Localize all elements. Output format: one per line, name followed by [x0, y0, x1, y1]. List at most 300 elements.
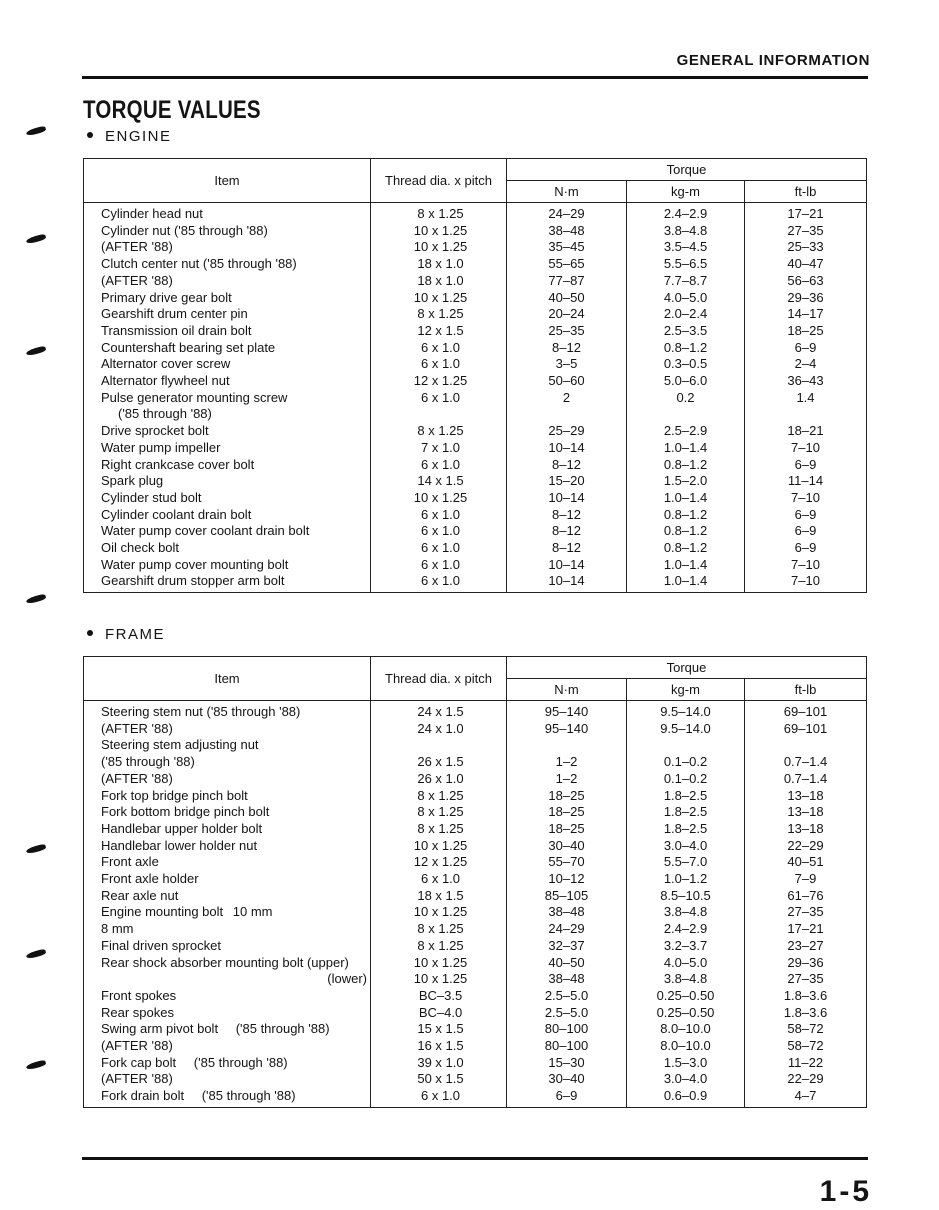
thread-cell: 18 x 1.0 [371, 273, 507, 290]
torque-nm-cell: 80–100 [507, 1038, 627, 1055]
thread-cell: 14 x 1.5 [371, 473, 507, 490]
header-rule [82, 76, 868, 79]
table-row [84, 821, 867, 838]
item-name: Drive sprocket bolt [101, 423, 209, 439]
item-name: Handlebar upper holder bolt [101, 820, 263, 836]
torque-nm-cell: 80–100 [507, 1021, 627, 1038]
col-header-nm: N·m [507, 679, 627, 701]
engine-table-body [84, 203, 867, 593]
torque-nm-cell [507, 737, 627, 754]
item-qualifier: 10 mm [232, 904, 273, 920]
item-name: Water pump cover coolant drain bolt [101, 523, 310, 539]
item-name: Oil check bolt [101, 540, 180, 556]
torque-kgm-cell: 1.5–2.0 [627, 473, 745, 490]
table-row [84, 788, 867, 805]
torque-kgm-cell: 0.8–1.2 [627, 523, 745, 540]
thread-cell: 6 x 1.0 [371, 871, 507, 888]
table-row [84, 390, 867, 407]
table-row [84, 971, 867, 988]
torque-ftlb-cell: 7–10 [745, 573, 867, 592]
thread-cell: 12 x 1.5 [371, 323, 507, 340]
col-header-torque: Torque [507, 657, 867, 679]
item-name: (AFTER '88) [101, 272, 173, 288]
item-name: Handlebar lower holder nut [101, 837, 258, 853]
thread-cell: 8 x 1.25 [371, 938, 507, 955]
item-cell [84, 406, 371, 423]
item-name: Alternator flywheel nut [101, 373, 230, 389]
torque-kgm-cell: 5.0–6.0 [627, 373, 745, 390]
item-cell [84, 540, 371, 557]
torque-ftlb-cell: 22–29 [745, 1071, 867, 1088]
torque-kgm-cell: 3.5–4.5 [627, 239, 745, 256]
thread-cell: 6 x 1.0 [371, 390, 507, 407]
thread-cell: 6 x 1.0 [371, 540, 507, 557]
thread-cell: 6 x 1.0 [371, 523, 507, 540]
torque-kgm-cell: 0.3–0.5 [627, 356, 745, 373]
page-header-title: GENERAL INFORMATION [676, 52, 870, 69]
torque-nm-cell: 10–14 [507, 490, 627, 507]
torque-kgm-cell: 2.0–2.4 [627, 306, 745, 323]
torque-kgm-cell: 0.6–0.9 [627, 1088, 745, 1107]
torque-nm-cell: 8–12 [507, 523, 627, 540]
col-header-thread: Thread dia. x pitch [371, 657, 507, 701]
torque-ftlb-cell: 56–63 [745, 273, 867, 290]
item-name: Transmission oil drain bolt [101, 322, 252, 338]
torque-ftlb-cell: 29–36 [745, 955, 867, 972]
thread-cell: BC–4.0 [371, 1005, 507, 1022]
item-name: Fork cap bolt [101, 1054, 177, 1070]
thread-cell: 10 x 1.25 [371, 955, 507, 972]
frame-torque-table [83, 656, 867, 1108]
torque-nm-cell: 6–9 [507, 1088, 627, 1107]
torque-kgm-cell: 0.1–0.2 [627, 754, 745, 771]
torque-nm-cell: 95–140 [507, 721, 627, 738]
item-cell [84, 888, 371, 905]
item-name: (AFTER '88) [101, 1038, 173, 1054]
table-row [84, 507, 867, 524]
torque-ftlb-cell: 2–4 [745, 356, 867, 373]
torque-nm-cell: 15–20 [507, 473, 627, 490]
torque-kgm-cell: 0.2 [627, 390, 745, 407]
item-cell [84, 771, 371, 788]
table-row [84, 871, 867, 888]
torque-kgm-cell [627, 737, 745, 754]
item-name: Cylinder stud bolt [101, 489, 202, 505]
bullet-icon [87, 630, 93, 636]
item-cell [84, 988, 371, 1005]
torque-nm-cell: 30–40 [507, 838, 627, 855]
thread-cell: 10 x 1.25 [371, 290, 507, 307]
thread-cell: 10 x 1.25 [371, 904, 507, 921]
scan-margin-mark [26, 593, 47, 604]
torque-nm-cell: 38–48 [507, 971, 627, 988]
scan-margin-mark [26, 125, 47, 136]
table-row [84, 1071, 867, 1088]
torque-nm-cell: 40–50 [507, 955, 627, 972]
thread-cell: 6 x 1.0 [371, 457, 507, 474]
table-row [84, 490, 867, 507]
torque-nm-cell: 18–25 [507, 821, 627, 838]
table-row [84, 323, 867, 340]
torque-nm-cell: 24–29 [507, 921, 627, 938]
item-cell [84, 273, 371, 290]
torque-ftlb-cell: 0.7–1.4 [745, 754, 867, 771]
torque-ftlb-cell [745, 737, 867, 754]
torque-ftlb-cell: 25–33 [745, 239, 867, 256]
footer-rule [82, 1157, 868, 1160]
thread-cell: 15 x 1.5 [371, 1021, 507, 1038]
table-row [84, 1055, 867, 1072]
torque-ftlb-cell: 7–10 [745, 557, 867, 574]
scan-margin-mark [26, 1059, 47, 1070]
item-name: (AFTER '88) [101, 1071, 173, 1087]
torque-ftlb-cell: 17–21 [745, 921, 867, 938]
torque-ftlb-cell: 61–76 [745, 888, 867, 905]
torque-nm-cell: 20–24 [507, 306, 627, 323]
torque-kgm-cell: 3.2–3.7 [627, 938, 745, 955]
torque-kgm-cell: 7.7–8.7 [627, 273, 745, 290]
torque-kgm-cell: 0.8–1.2 [627, 457, 745, 474]
thread-cell: 8 x 1.25 [371, 306, 507, 323]
item-name: Water pump cover mounting bolt [101, 556, 289, 572]
item-cell [84, 356, 371, 373]
thread-cell [371, 737, 507, 754]
torque-kgm-cell [627, 406, 745, 423]
item-cell [84, 223, 371, 240]
item-cell [84, 373, 371, 390]
torque-ftlb-cell: 58–72 [745, 1021, 867, 1038]
thread-cell: 6 x 1.0 [371, 340, 507, 357]
torque-kgm-cell: 4.0–5.0 [627, 290, 745, 307]
item-name: Front axle [101, 854, 159, 870]
table-row [84, 557, 867, 574]
thread-cell: 18 x 1.5 [371, 888, 507, 905]
item-name: Engine mounting bolt [101, 904, 224, 920]
item-name: ('85 through '88) [118, 406, 212, 422]
torque-ftlb-cell: 27–35 [745, 223, 867, 240]
table-row [84, 988, 867, 1005]
torque-ftlb-cell: 14–17 [745, 306, 867, 323]
torque-kgm-cell: 4.0–5.0 [627, 955, 745, 972]
torque-nm-cell: 25–29 [507, 423, 627, 440]
torque-kgm-cell: 3.8–4.8 [627, 223, 745, 240]
item-cell [84, 390, 371, 407]
torque-nm-cell: 8–12 [507, 507, 627, 524]
scan-margin-mark [26, 345, 47, 356]
torque-kgm-cell: 0.8–1.2 [627, 340, 745, 357]
col-header-item: Item [84, 657, 371, 701]
torque-ftlb-cell: 29–36 [745, 290, 867, 307]
item-cell [84, 1038, 371, 1055]
table-row [84, 955, 867, 972]
torque-kgm-cell: 2.5–3.5 [627, 323, 745, 340]
torque-kgm-cell: 3.0–4.0 [627, 1071, 745, 1088]
table-row [84, 1005, 867, 1022]
torque-ftlb-cell: 40–47 [745, 256, 867, 273]
thread-cell: 16 x 1.5 [371, 1038, 507, 1055]
section-title: TORQUE VALUES [83, 96, 261, 124]
thread-cell: 10 x 1.25 [371, 838, 507, 855]
torque-ftlb-cell: 1.8–3.6 [745, 1005, 867, 1022]
torque-kgm-cell: 8.0–10.0 [627, 1038, 745, 1055]
item-cell [84, 955, 371, 972]
torque-kgm-cell: 3.0–4.0 [627, 838, 745, 855]
torque-nm-cell: 1–2 [507, 771, 627, 788]
frame-heading [83, 626, 165, 643]
table-row [84, 1021, 867, 1038]
item-name: Spark plug [101, 473, 164, 489]
thread-cell: 10 x 1.25 [371, 490, 507, 507]
item-cell [84, 473, 371, 490]
torque-ftlb-cell: 6–9 [745, 457, 867, 474]
item-name: Primary drive gear bolt [101, 289, 232, 305]
item-name: (lower) [327, 971, 367, 987]
torque-ftlb-cell: 6–9 [745, 340, 867, 357]
thread-cell: 26 x 1.0 [371, 771, 507, 788]
item-cell [84, 938, 371, 955]
item-cell [84, 971, 371, 988]
torque-ftlb-cell: 17–21 [745, 203, 867, 223]
item-name: Cylinder coolant drain bolt [101, 506, 252, 522]
item-cell [84, 557, 371, 574]
col-header-ftlb: ft-lb [745, 679, 867, 701]
item-cell [84, 290, 371, 307]
item-name: Fork drain bolt [101, 1088, 185, 1104]
scan-margin-mark [26, 843, 47, 854]
torque-nm-cell: 25–35 [507, 323, 627, 340]
table-row [84, 938, 867, 955]
thread-cell: 18 x 1.0 [371, 256, 507, 273]
torque-ftlb-cell: 69–101 [745, 721, 867, 738]
item-cell [84, 838, 371, 855]
item-cell [84, 1071, 371, 1088]
thread-cell: 50 x 1.5 [371, 1071, 507, 1088]
table-row [84, 473, 867, 490]
thread-cell: 10 x 1.25 [371, 971, 507, 988]
torque-ftlb-cell: 1.8–3.6 [745, 988, 867, 1005]
torque-nm-cell: 55–70 [507, 854, 627, 871]
item-cell [84, 804, 371, 821]
table-row [84, 273, 867, 290]
torque-ftlb-cell: 18–21 [745, 423, 867, 440]
engine-heading [83, 128, 172, 145]
thread-cell: 24 x 1.5 [371, 701, 507, 721]
item-cell [84, 1088, 371, 1107]
torque-nm-cell: 40–50 [507, 290, 627, 307]
torque-ftlb-cell: 13–18 [745, 821, 867, 838]
item-qualifier: ('85 through '88) [193, 1054, 288, 1070]
torque-kgm-cell: 5.5–6.5 [627, 256, 745, 273]
torque-nm-cell: 18–25 [507, 804, 627, 821]
col-header-thread: Thread dia. x pitch [371, 159, 507, 203]
engine-torque-table [83, 158, 867, 593]
col-header-ftlb: ft-lb [745, 181, 867, 203]
torque-nm-cell: 85–105 [507, 888, 627, 905]
torque-ftlb-cell: 27–35 [745, 904, 867, 921]
item-name: Fork top bridge pinch bolt [101, 787, 248, 803]
table-row [84, 406, 867, 423]
item-name: Steering stem adjusting nut [101, 737, 259, 753]
table-row [84, 223, 867, 240]
torque-kgm-cell: 0.1–0.2 [627, 771, 745, 788]
torque-ftlb-cell: 69–101 [745, 701, 867, 721]
item-name: Clutch center nut ('85 through '88) [101, 256, 297, 272]
thread-cell: 6 x 1.0 [371, 573, 507, 592]
torque-ftlb-cell: 4–7 [745, 1088, 867, 1107]
item-name: Front axle holder [101, 871, 199, 887]
torque-kgm-cell: 1.8–2.5 [627, 804, 745, 821]
thread-cell: 8 x 1.25 [371, 804, 507, 821]
table-row [84, 921, 867, 938]
torque-kgm-cell: 1.0–1.2 [627, 871, 745, 888]
torque-kgm-cell: 2.4–2.9 [627, 203, 745, 223]
thread-cell: 8 x 1.25 [371, 821, 507, 838]
torque-kgm-cell: 1.0–1.4 [627, 440, 745, 457]
item-name: Cylinder nut ('85 through '88) [101, 222, 268, 238]
torque-kgm-cell: 9.5–14.0 [627, 721, 745, 738]
table-row [84, 721, 867, 738]
torque-ftlb-cell: 7–10 [745, 490, 867, 507]
scan-margin-mark [26, 948, 47, 959]
table-row [84, 904, 867, 921]
table-row [84, 701, 867, 721]
item-name: Alternator cover screw [101, 356, 231, 372]
col-header-kgm: kg-m [627, 181, 745, 203]
item-name: Pulse generator mounting screw [101, 389, 288, 405]
torque-ftlb-cell: 23–27 [745, 938, 867, 955]
torque-nm-cell: 8–12 [507, 340, 627, 357]
torque-kgm-cell: 0.8–1.2 [627, 507, 745, 524]
item-cell [84, 737, 371, 754]
table-row [84, 838, 867, 855]
torque-nm-cell: 2 [507, 390, 627, 407]
item-cell [84, 203, 371, 223]
torque-kgm-cell: 1.8–2.5 [627, 788, 745, 805]
table-row [84, 888, 867, 905]
torque-nm-cell: 95–140 [507, 701, 627, 721]
thread-cell: 10 x 1.25 [371, 223, 507, 240]
torque-nm-cell: 8–12 [507, 540, 627, 557]
table-row [84, 737, 867, 754]
item-cell [84, 490, 371, 507]
table-row [84, 771, 867, 788]
torque-nm-cell: 50–60 [507, 373, 627, 390]
torque-kgm-cell: 3.8–4.8 [627, 971, 745, 988]
table-row [84, 256, 867, 273]
item-cell [84, 440, 371, 457]
torque-kgm-cell: 8.5–10.5 [627, 888, 745, 905]
table-row [84, 540, 867, 557]
torque-nm-cell: 1–2 [507, 754, 627, 771]
torque-ftlb-cell: 36–43 [745, 373, 867, 390]
item-cell [84, 701, 371, 721]
item-cell [84, 1021, 371, 1038]
torque-kgm-cell: 2.5–2.9 [627, 423, 745, 440]
torque-ftlb-cell: 18–25 [745, 323, 867, 340]
table-row [84, 290, 867, 307]
torque-nm-cell: 30–40 [507, 1071, 627, 1088]
thread-cell: 8 x 1.25 [371, 423, 507, 440]
torque-kgm-cell: 0.25–0.50 [627, 988, 745, 1005]
table-row [84, 373, 867, 390]
torque-ftlb-cell: 6–9 [745, 540, 867, 557]
item-cell [84, 904, 371, 921]
engine-heading-text: ENGINE [105, 128, 172, 145]
torque-kgm-cell: 0.8–1.2 [627, 540, 745, 557]
torque-nm-cell: 10–14 [507, 557, 627, 574]
item-cell [84, 573, 371, 592]
torque-kgm-cell: 1.0–1.4 [627, 573, 745, 592]
torque-ftlb-cell: 6–9 [745, 507, 867, 524]
thread-cell: BC–3.5 [371, 988, 507, 1005]
table-row [84, 440, 867, 457]
col-header-kgm: kg-m [627, 679, 745, 701]
thread-cell: 8 x 1.25 [371, 921, 507, 938]
torque-ftlb-cell: 22–29 [745, 838, 867, 855]
torque-nm-cell: 38–48 [507, 223, 627, 240]
item-name: Countershaft bearing set plate [101, 339, 276, 355]
torque-ftlb-cell [745, 406, 867, 423]
torque-kgm-cell: 1.0–1.4 [627, 490, 745, 507]
thread-cell: 10 x 1.25 [371, 239, 507, 256]
torque-nm-cell [507, 406, 627, 423]
item-cell [84, 239, 371, 256]
item-name: Rear shock absorber mounting bolt (upper) [101, 954, 349, 970]
item-name: Right crankcase cover bolt [101, 456, 255, 472]
table-row [84, 203, 867, 223]
item-name: (AFTER '88) [101, 239, 173, 255]
item-name: (AFTER '88) [101, 720, 173, 736]
item-name: Steering stem nut ('85 through '88) [101, 704, 301, 719]
torque-kgm-cell: 5.5–7.0 [627, 854, 745, 871]
item-cell [84, 340, 371, 357]
frame-table-body [84, 701, 867, 1108]
col-header-item: Item [84, 159, 371, 203]
item-name: Rear axle nut [101, 887, 179, 903]
thread-cell: 6 x 1.0 [371, 356, 507, 373]
torque-nm-cell: 55–65 [507, 256, 627, 273]
torque-nm-cell: 2.5–5.0 [507, 1005, 627, 1022]
torque-kgm-cell: 1.0–1.4 [627, 557, 745, 574]
torque-ftlb-cell: 7–10 [745, 440, 867, 457]
item-name: Gearshift drum stopper arm bolt [101, 573, 285, 589]
torque-kgm-cell: 9.5–14.0 [627, 701, 745, 721]
torque-ftlb-cell: 13–18 [745, 788, 867, 805]
table-row [84, 457, 867, 474]
item-name: (AFTER '88) [101, 770, 173, 786]
torque-nm-cell: 77–87 [507, 273, 627, 290]
thread-cell: 6 x 1.0 [371, 1088, 507, 1107]
thread-cell: 12 x 1.25 [371, 373, 507, 390]
table-row [84, 423, 867, 440]
table-row [84, 239, 867, 256]
torque-kgm-cell: 1.8–2.5 [627, 821, 745, 838]
item-name: Fork bottom bridge pinch bolt [101, 804, 270, 820]
torque-nm-cell: 10–14 [507, 440, 627, 457]
item-name: 8 mm [101, 921, 134, 937]
thread-cell: 8 x 1.25 [371, 788, 507, 805]
torque-ftlb-cell: 13–18 [745, 804, 867, 821]
torque-kgm-cell: 2.4–2.9 [627, 921, 745, 938]
thread-cell: 8 x 1.25 [371, 203, 507, 223]
thread-cell: 24 x 1.0 [371, 721, 507, 738]
item-name: Rear spokes [101, 1004, 174, 1020]
item-cell [84, 256, 371, 273]
item-cell [84, 457, 371, 474]
torque-nm-cell: 38–48 [507, 904, 627, 921]
thread-cell: 7 x 1.0 [371, 440, 507, 457]
frame-heading-text: FRAME [105, 626, 165, 643]
